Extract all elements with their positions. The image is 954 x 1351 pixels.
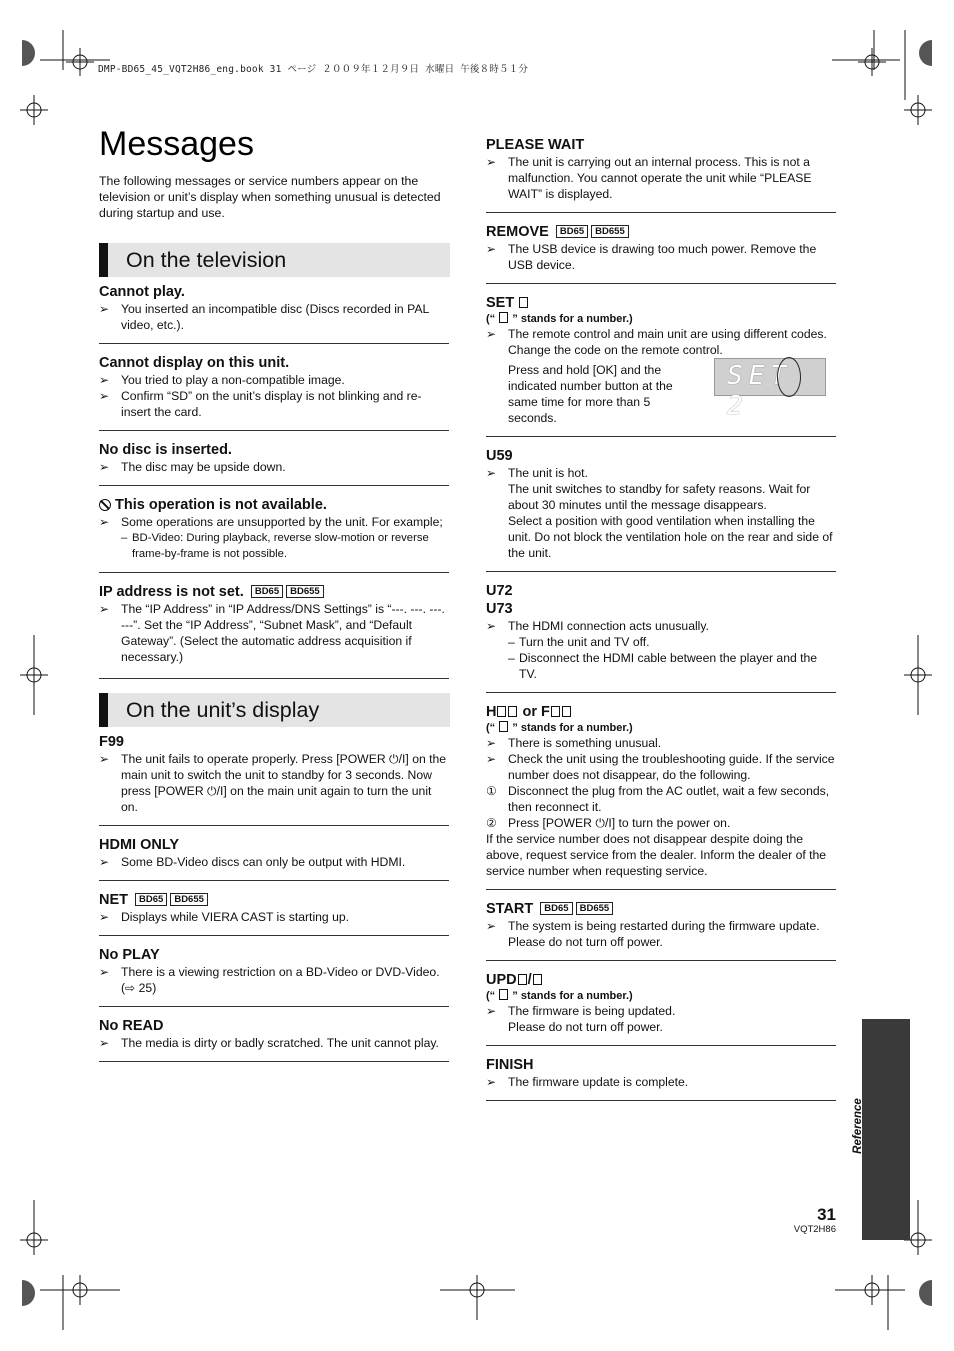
intro-paragraph: The following messages or service numbers appear on the television or unit’s display when something unusual is detected during startup and use. — [99, 174, 441, 220]
bullet-item: ➢ The remote control and main unit are using different codes. Change the code on the remote control. — [486, 327, 827, 357]
number-box-icon — [499, 312, 508, 323]
prohibited-icon — [99, 499, 111, 511]
bullet-item: ➢ Confirm “SD” on the unit’s display is not blinking and re-insert the card. — [99, 389, 422, 419]
entry-f99 — [99, 733, 449, 826]
bullet-arrow-icon: ➢ — [99, 460, 110, 474]
page-number: 31 — [817, 1205, 836, 1224]
entry-hdmi-only — [99, 836, 449, 881]
model-tag-bd65: BD65 — [540, 902, 572, 915]
bullet-item: ➢ You inserted an incompatible disc (Discs recorded in PAL video, etc.). — [99, 302, 429, 332]
section-banner-unit-display — [99, 693, 450, 727]
entry-title: Cannot display on this unit. — [99, 355, 290, 371]
model-tag-bd655: BD655 — [170, 893, 208, 906]
bullet-item: ➢ The firmware update is complete. — [486, 1075, 689, 1089]
bullet-arrow-icon: ➢ — [486, 1075, 497, 1089]
bullet-item: ➢ The firmware is being updated. — [486, 1004, 676, 1018]
model-tag-bd655: BD655 — [591, 225, 629, 238]
note-stands-for-number: (“ ” stands for a number.) — [486, 722, 633, 734]
entry-no-read — [99, 1017, 449, 1062]
bullet-item: ➢ There is a viewing restriction on a BD-Video or DVD-Video. (⇨ 25) — [99, 965, 440, 995]
reference-label: Reference — [852, 1098, 864, 1154]
number-box-icon — [508, 706, 517, 717]
right-column-messages — [486, 136, 836, 1111]
entry-u72-u73 — [486, 582, 836, 693]
note-stands-for-number: (“ ” stands for a number.) — [486, 990, 633, 1002]
banner-bar — [99, 243, 108, 277]
entry-title: No PLAY — [99, 947, 160, 963]
entry-ip-address — [99, 583, 449, 679]
bullet-arrow-icon: ➢ — [99, 515, 110, 529]
bullet-arrow-icon: ➢ — [99, 602, 110, 616]
bullet-item: ➢ The disc may be upside down. — [99, 460, 286, 474]
lcd-display-illustration — [714, 358, 826, 421]
entry-title: U73 — [486, 601, 513, 617]
bullet-arrow-icon: ➢ — [99, 910, 110, 924]
entry-not-available — [99, 496, 449, 573]
number-box-icon — [518, 974, 527, 985]
bullet-item: ➢ There is something unusual. — [486, 736, 662, 750]
entry-title: NET — [99, 892, 128, 908]
section-title-television: On the television — [126, 248, 287, 272]
bullet-arrow-icon: ➢ — [99, 1036, 110, 1050]
bullet-arrow-icon: ➢ — [99, 855, 110, 869]
banner-bar — [99, 693, 108, 727]
entry-title: U59 — [486, 448, 513, 464]
bullet-arrow-icon: ➢ — [99, 389, 110, 403]
entry-remove — [486, 223, 836, 284]
bullet-arrow-icon: ➢ — [486, 155, 497, 169]
number-box-icon — [562, 706, 571, 717]
bullet-item: ➢ The unit is hot. — [486, 466, 588, 480]
entry-title: FINISH — [486, 1057, 534, 1073]
entry-title: UPD — [486, 972, 517, 988]
bullet-arrow-icon: ➢ — [99, 752, 110, 766]
dash-item: – Turn the unit and TV off. — [508, 635, 650, 649]
entry-cannot-display — [99, 354, 449, 431]
number-box-icon — [499, 721, 508, 732]
unit-messages — [99, 733, 449, 1072]
entry-upd: UPD / (“ ” stands for a number.) ➢ The firmware is being updated. Please do not turn off power. — [486, 971, 836, 1046]
numbered-step: ① Disconnect the plug from the AC outlet, wait a few seconds, then reconnect it. — [486, 784, 830, 814]
entry-title: HDMI ONLY — [99, 837, 180, 853]
document-code: VQT2H86 — [793, 1224, 836, 1235]
reference-side-tab — [862, 1019, 910, 1240]
model-tag-bd655: BD655 — [576, 902, 614, 915]
bullet-arrow-icon: ➢ — [486, 242, 497, 256]
bullet-item: ➢ The unit fails to operate properly. Press [POWER ⏻/I] on the main unit to switch the unit to standby for 3 seconds. Now press [POWER ⏻/I] on the main unit again to turn the unit on. — [99, 752, 447, 814]
entry-title: H — [486, 704, 497, 720]
model-tag-bd65: BD65 — [556, 225, 588, 238]
note-stands-for-number: (“ ” stands for a number.) — [486, 313, 633, 325]
lcd-text: SET 2 — [727, 361, 792, 421]
bullet-item: ➢ Some BD-Video discs can only be output with HDMI. — [99, 855, 406, 869]
entry-net — [99, 891, 449, 936]
entry-h-f-service: H or F (“ ” stands for a number.) ➢ There is something unusual. ➢ Check the unit using the troubleshooting guide. If the service number does not disappear, do the following. ① Disconnect the plug from the AC outlet, wait a few seconds, then reconnect it. ② Press [POWER ⏻/I] to turn the power on. If the service number does not disappear despite doing the above, request service from the dealer. Inform the dealer of the service number when requesting service. — [486, 703, 836, 890]
bullet-item: ➢ The USB device is drawing too much power. Remove the USB device. — [486, 242, 817, 272]
bullet-item: ➢ You tried to play a non-compatible image. — [99, 373, 345, 387]
entry-no-play — [99, 946, 449, 1007]
entry-title: REMOVE — [486, 224, 549, 240]
entry-cannot-play — [99, 283, 449, 344]
model-tag-bd65: BD65 — [251, 585, 283, 598]
tv-messages — [99, 283, 449, 689]
entry-title: PLEASE WAIT — [486, 137, 585, 153]
model-tag-bd65: BD65 — [135, 893, 167, 906]
bullet-arrow-icon: ➢ — [486, 919, 497, 933]
section-banner-television — [99, 243, 450, 277]
entry-title: START — [486, 901, 534, 917]
bullet-item: ➢ Displays while VIERA CAST is starting up. — [99, 910, 350, 924]
service-note: If the service number does not disappear despite doing the above, request service from the dealer. Inform the dealer of the service number when requesting service. — [486, 832, 827, 878]
entry-title: Cannot play. — [99, 284, 185, 300]
dash-item: – BD-Video: During playback, reverse slow-motion or reverse frame-by-frame is not possible. — [121, 532, 429, 560]
set-instruction: Press and hold [OK] and the indicated number button at the same time for more than 5 seconds. — [508, 363, 673, 425]
entry-title: IP address is not set. — [99, 584, 244, 600]
bullet-item: ➢ The unit is carrying out an internal process. This is not a malfunction. You cannot operate the unit while “PLEASE WAIT” is displayed. — [486, 155, 812, 201]
bullet-arrow-icon: ➢ — [486, 752, 497, 766]
bullet-item: ➢ Check the unit using the troubleshooting guide. If the service number does not disappear, do the following. — [486, 752, 835, 782]
number-box-icon — [519, 297, 528, 308]
bullet-arrow-icon: ➢ — [486, 736, 497, 750]
bullet-item: ➢ Some operations are unsupported by the unit. For example; — [99, 515, 443, 529]
model-tag-bd655: BD655 — [286, 585, 324, 598]
page-title: Messages — [99, 125, 254, 163]
entry-title: U72 — [486, 583, 513, 599]
bullet-item: ➢ The media is dirty or badly scratched. The unit cannot play. — [99, 1036, 439, 1050]
entry-title: No disc is inserted. — [99, 442, 232, 458]
entry-u59: U59 ➢ The unit is hot. The unit switches to standby for safety reasons. Wait for about 30 minutes until the message disappears. Select a position with good ventilation when installing the unit. Do not block the ventilation hole on the rear and side of the unit. — [486, 447, 836, 572]
entry-title: SET — [486, 295, 515, 311]
bullet-item: ➢ The system is being restarted during the firmware update. Please do not turn off power. — [486, 919, 820, 949]
numbered-step: ② Press [POWER ⏻/I] to turn the power on. — [486, 816, 731, 830]
entry-start — [486, 900, 836, 961]
number-box-icon — [497, 706, 506, 717]
entry-finish — [486, 1056, 836, 1101]
number-box-icon — [499, 989, 508, 1000]
bullet-arrow-icon: ➢ — [486, 1004, 497, 1018]
entry-title: This operation is not available. — [115, 497, 327, 513]
print-header-line: DMP-BD65_45_VQT2H86_eng.book 31 ページ ２００９年１２月９日 水曜日 午後８時５１分 — [98, 64, 529, 75]
entry-please-wait — [486, 136, 836, 213]
highlight-circle — [777, 357, 801, 397]
dash-item: – Disconnect the HDMI cable between the player and the TV. — [508, 651, 818, 681]
bullet-arrow-icon: ➢ — [486, 619, 497, 633]
section-title-unit-display: On the unit’s display — [126, 698, 320, 722]
bullet-arrow-icon: ➢ — [486, 466, 497, 480]
bullet-arrow-icon: ➢ — [99, 373, 110, 387]
bullet-arrow-icon: ➢ — [99, 965, 110, 979]
bullet-arrow-icon: ➢ — [99, 302, 110, 316]
number-box-icon — [551, 706, 560, 717]
number-box-icon — [533, 974, 542, 985]
entry-title: No READ — [99, 1018, 164, 1034]
entry-title: F99 — [99, 734, 124, 750]
bullet-item: ➢ The “IP Address” in “IP Address/DNS Settings” is “---. ---. ---. ---”. Set the “IP Address”, “Subnet Mask”, and “Default Gateway”. (Select the automatic address acquisition if necessary.) — [99, 602, 445, 664]
bullet-item: ➢ The HDMI connection acts unusually. — [486, 619, 709, 633]
entry-no-disc — [99, 441, 449, 486]
bullet-arrow-icon: ➢ — [486, 327, 497, 341]
